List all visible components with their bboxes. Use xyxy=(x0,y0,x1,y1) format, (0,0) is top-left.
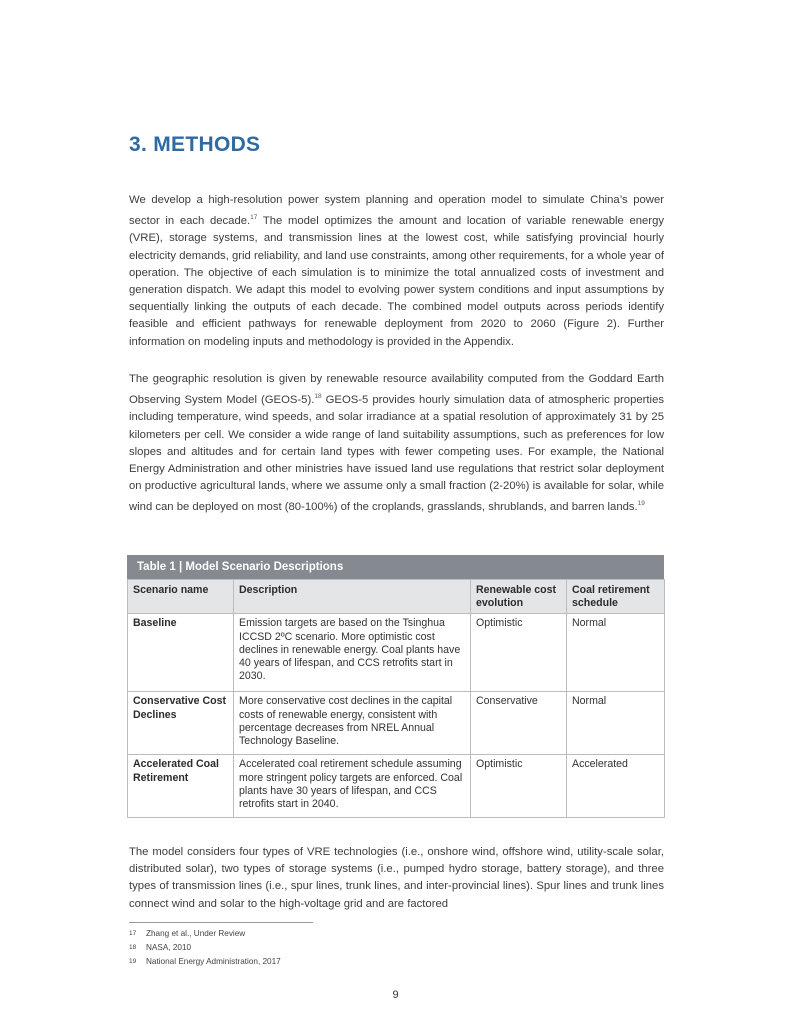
scenario-description: More conservative cost declines in the capital costs of renewable energy, consistent with percentage decreases from NREL Annual Technology Baseline. xyxy=(234,692,471,755)
footnote-divider xyxy=(129,922,313,923)
footnote xyxy=(129,956,281,968)
scenario-table-grid xyxy=(127,579,665,818)
methods-paragraph-3: The model considers four types of VRE technologies (i.e., onshore wind, offshore wind, utility-scale solar, distributed solar), two types of storage systems (i.e., pumped hydro storage, battery storage), and three types of transmission lines (i.e., spur lines, trunk lines, and inter-provincial lines). Spur lines and trunk lines connect wind and solar to the high-voltage grid and are factored xyxy=(129,846,664,910)
scenario-name: Accelerated Coal Retirement xyxy=(128,755,234,818)
scenario-description: Accelerated coal retirement schedule assuming more stringent policy targets are enforced. Coal plants have 30 years of lifespan, and CCS retrofits start in 2040. xyxy=(234,755,471,818)
table-header-row xyxy=(128,580,665,614)
table-row xyxy=(128,755,665,818)
paragraph-text: The geographic resolution is given by renewable resource availability computed from the Goddard Earth Observing System Model (GEOS-5). xyxy=(129,373,664,407)
table-row xyxy=(128,614,665,692)
scenario-coal: Normal xyxy=(567,614,665,692)
footnote xyxy=(129,928,245,940)
footnote-text: NASA, 2010 xyxy=(146,943,192,952)
footnote xyxy=(129,942,191,954)
paragraph-text: The model optimizes the amount and location of variable renewable energy (VRE), storage systems, and transmission lines at the lowest cost, while satisfying provincial hourly electricity demands, grid reliability, and land use constraints, among other requirements, for a whole year of operation. The objective of each simulation is to minimize the total annualized costs of investment and generation dispatch. We adapt this model to evolving power system conditions and input assumptions by sequentially linking the outputs of each decade. The combined model outputs across periods identify feasible and efficient pathways for renewable deployment from 2020 to 2060 (Figure 2). Further information on modeling inputs and methodology is provided in the Appendix. xyxy=(129,215,664,348)
column-header-description: Description xyxy=(234,580,471,614)
scenario-cost: Optimistic xyxy=(471,614,567,692)
methods-paragraph-2 xyxy=(129,371,664,517)
footnote-number: 19 xyxy=(129,958,137,965)
footnote-ref-18[interactable]: 18 xyxy=(314,393,322,401)
methods-paragraph-1 xyxy=(129,192,664,351)
scenario-table xyxy=(127,555,664,818)
paragraph-text: We develop a high-resolution power system planning and operation model to simulate China’s power sector in each decade. xyxy=(129,194,664,228)
table-title: Table 1 | Model Scenario Descriptions xyxy=(127,555,664,579)
footnote-number: 17 xyxy=(129,930,137,937)
footnote-ref-19[interactable]: 19 xyxy=(637,500,645,508)
page-number: 9 xyxy=(392,989,399,1001)
footnote-text: National Energy Administration, 2017 xyxy=(146,957,281,966)
section-title: 3. METHODS xyxy=(129,133,261,156)
column-header-coal: Coal retirement schedule xyxy=(567,580,665,614)
column-header-scenario: Scenario name xyxy=(128,580,234,614)
column-header-cost: Renewable cost evolution xyxy=(471,580,567,614)
footnote-text: Zhang et al., Under Review xyxy=(146,929,246,938)
scenario-name: Conservative Cost Declines xyxy=(128,692,234,755)
scenario-cost: Conservative xyxy=(471,692,567,755)
scenario-name: Baseline xyxy=(128,614,234,692)
table-row xyxy=(128,692,665,755)
footnote-number: 18 xyxy=(129,944,137,951)
scenario-description: Emission targets are based on the Tsinghua ICCSD 2ºC scenario. More optimistic cost declines in renewable energy. Coal plants have 40 years of lifespan, and CCS retrofits start in 2030. xyxy=(234,614,471,692)
footnote-ref-17[interactable]: 17 xyxy=(250,214,258,222)
scenario-coal: Normal xyxy=(567,692,665,755)
scenario-cost: Optimistic xyxy=(471,755,567,818)
paragraph-text: GEOS-5 provides hourly simulation data of atmospheric properties including temperature, wind speeds, and solar irradiance at a spatial resolution of approximately 31 by 25 kilometers per cell. We consider a wide range of land suitability assumptions, such as preferences for low slopes and altitudes and for certain land types with fewer competing uses. For example, the National Energy Administration and other ministries have issued land use regulations that restrict solar deployment on productive agricultural lands, where we assume only a small fraction (2-20%) is available for solar, while wind can be deployed on most (80-100%) of the croplands, grasslands, shrublands, and barren lands. xyxy=(129,394,664,514)
scenario-coal: Accelerated xyxy=(567,755,665,818)
